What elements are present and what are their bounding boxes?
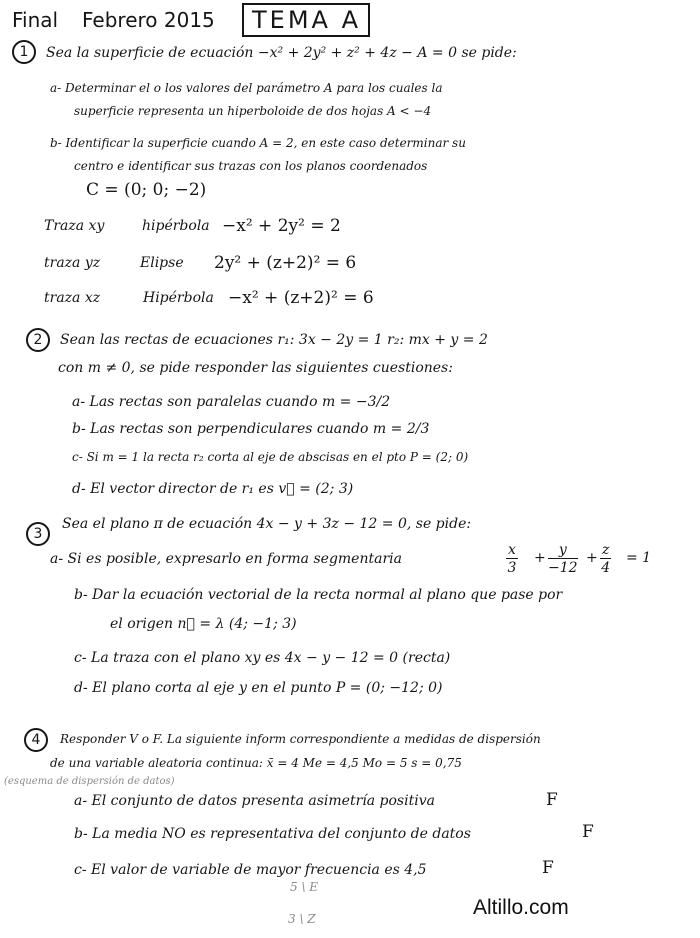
question-2-number: 2 <box>26 328 50 352</box>
fraction-z-den: 4 <box>601 560 611 576</box>
trace-xz-type: Hipérbola <box>143 290 214 306</box>
fraction-z-num: z <box>602 542 610 558</box>
exam-date: Febrero 2015 <box>82 8 215 32</box>
question-4-number: 4 <box>24 728 48 752</box>
q4-item-a-answer: F <box>546 790 558 810</box>
trace-yz-equation: 2y² + (z+2)² = 6 <box>214 253 357 273</box>
plus-sign: + <box>586 550 598 566</box>
q2-item-a: a- Las rectas son paralelas cuando m = −3/2 <box>72 394 391 410</box>
q2-statement: Sean las rectas de ecuaciones r₁: 3x − 2y = 1 r₂: mx + y = 2 <box>60 332 488 348</box>
q4-item-b-answer: F <box>582 822 594 842</box>
trace-xz-equation: −x² + (z+2)² = 6 <box>228 288 374 308</box>
q1-item-b: b- Identificar la superficie cuando A = 2, en este caso determinar su <box>50 136 466 150</box>
trace-xy-equation: −x² + 2y² = 2 <box>222 216 341 236</box>
q3-item-a: a- Si es posible, expresarlo en forma segmentaria <box>50 551 402 567</box>
question-3-number: 3 <box>26 522 50 546</box>
fraction-x-over-3 <box>506 542 518 577</box>
plus-sign: + <box>534 550 546 566</box>
fraction-x-den: 3 <box>507 560 517 576</box>
trace-yz-type: Elipse <box>140 255 184 271</box>
q1-item-a-cont: superficie representa un hiperboloide de dos hojas A < −4 <box>74 104 432 118</box>
q4-side-note: (esquema de dispersión de datos) <box>4 776 175 787</box>
scribble-note-1: 5 \ E <box>290 880 319 894</box>
fraction-z-over-4 <box>600 542 611 577</box>
q4-item-b: b- La media NO es representativa del conjunto de datos <box>74 826 471 842</box>
exam-label: Final <box>12 8 59 32</box>
trace-xz-label: traza xz <box>44 290 101 306</box>
q3-item-d: d- El plano corta al eje y en el punto P = (0; −12; 0) <box>74 680 443 696</box>
q4-item-c: c- El valor de variable de mayor frecuencia es 4,5 <box>74 862 427 878</box>
q3-item-b: b- Dar la ecuación vectorial de la recta normal al plano que pase por <box>74 587 563 603</box>
q2-item-c: c- Si m = 1 la recta r₂ corta al eje de abscisas en el pto P = (2; 0) <box>72 450 469 464</box>
q3-statement: Sea el plano π de ecuación 4x − y + 3z − 12 = 0, se pide: <box>62 516 472 532</box>
fraction-x-num: x <box>508 542 516 558</box>
scribble-note-2: 3 \ Z <box>288 912 316 926</box>
q4-item-c-answer: F <box>542 858 554 878</box>
fraction-y-num: y <box>548 542 578 559</box>
q2-statement-cont: con m ≠ 0, se pide responder las siguientes cuestiones: <box>58 360 453 376</box>
trace-yz-label: traza yz <box>44 255 101 271</box>
q1-item-a: a- Determinar el o los valores del parámetro A para los cuales la <box>50 81 443 95</box>
q1-center: C = (0; 0; −2) <box>86 180 207 200</box>
q4-item-a: a- El conjunto de datos presenta asimetría positiva <box>74 793 435 809</box>
q4-statement: Responder V o F. La siguiente inform correspondiente a medidas de dispersión <box>60 732 541 746</box>
q3-item-b-cont: el origen n⃗ = λ (4; −1; 3) <box>110 616 297 632</box>
q4-statement-cont: de una variable aleatoria continua: x̄ = 4 Me = 4,5 Mo = 5 s = 0,75 <box>50 756 462 770</box>
equals-one: = 1 <box>626 550 652 566</box>
fraction-y-den: −12 <box>548 560 578 576</box>
trace-xy-type: hipérbola <box>142 218 210 234</box>
watermark-logo: Altillo.com <box>473 896 569 919</box>
q2-item-b: b- Las rectas son perpendiculares cuando m = 2/3 <box>72 421 430 437</box>
q1-statement: Sea la superficie de ecuación −x² + 2y² + z² + 4z − A = 0 se pide: <box>46 45 517 61</box>
trace-xy-label: Traza xy <box>44 218 105 234</box>
tema-label: TEMA A <box>252 6 361 34</box>
q3-item-c: c- La traza con el plano xy es 4x − y − 12 = 0 (recta) <box>74 650 451 666</box>
question-1-number: 1 <box>12 40 36 64</box>
q2-item-d: d- El vector director de r₁ es v⃗ = (2; 3) <box>72 481 354 497</box>
q1-item-b-cont: centro e identificar sus trazas con los planos coordenados <box>74 159 428 173</box>
fraction-y-over-minus-12 <box>548 542 578 577</box>
